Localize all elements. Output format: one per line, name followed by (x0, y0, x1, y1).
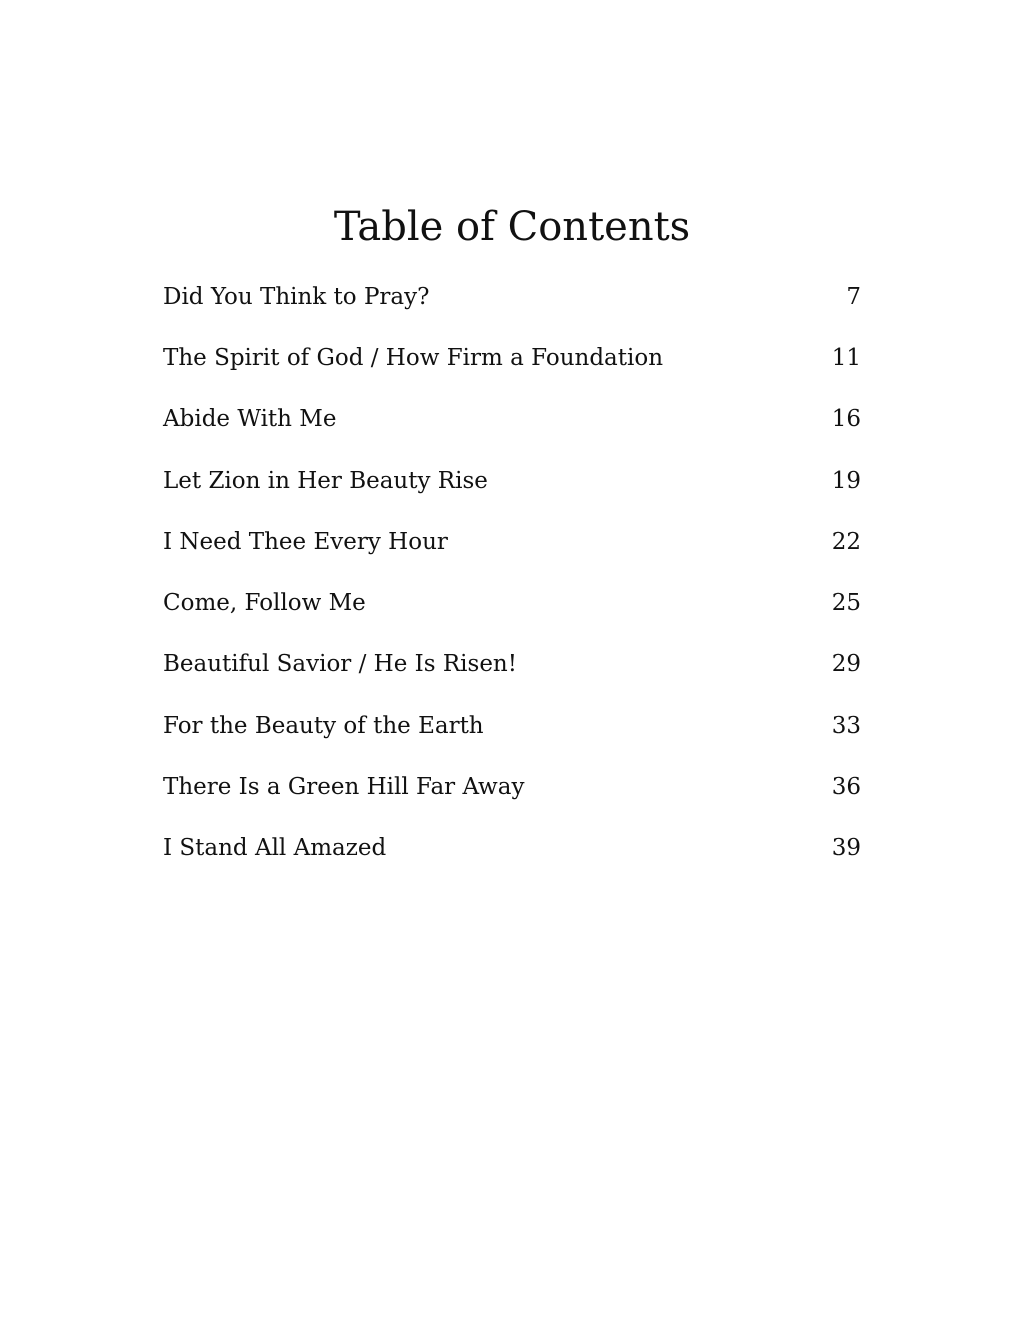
toc-entry-title: Come, Follow Me (163, 590, 366, 617)
toc-entry-title: The Spirit of God / How Firm a Foundation (163, 344, 664, 371)
toc-entry-title: I Stand All Amazed (163, 835, 387, 862)
toc-entry (163, 572, 861, 633)
toc-entry-title: There Is a Green Hill Far Away (163, 774, 525, 801)
toc-entry-page-number: 39 (831, 835, 861, 862)
toc-entry-page-number: 36 (831, 774, 861, 801)
toc-entry (163, 818, 861, 879)
toc-entry-page-number: 11 (831, 344, 861, 371)
toc-entry-page-number: 22 (831, 528, 861, 555)
toc-entry (163, 756, 861, 817)
toc-entry (163, 634, 861, 695)
toc-entry-page-number: 33 (831, 712, 861, 739)
toc-entry-page-number: 29 (831, 651, 861, 678)
toc-entry-title: Abide With Me (163, 406, 337, 433)
page-title: Table of Contents (333, 204, 691, 250)
toc-entry (163, 450, 861, 511)
toc-entry-title: Beautiful Savior / He Is Risen! (163, 651, 517, 678)
toc-entry (163, 327, 861, 388)
table-of-contents (163, 266, 861, 879)
toc-entry-page-number: 25 (831, 590, 861, 617)
toc-entry-title: Did You Think to Pray? (163, 283, 430, 310)
toc-entry-page-number: 16 (831, 406, 861, 433)
toc-entry (163, 695, 861, 756)
toc-entry-page-number: 19 (831, 467, 861, 494)
toc-entry-title: For the Beauty of the Earth (163, 712, 484, 739)
toc-entry-title: Let Zion in Her Beauty Rise (163, 467, 488, 494)
toc-entry (163, 389, 861, 450)
toc-entry-title: I Need Thee Every Hour (163, 528, 448, 555)
toc-entry-page-number: 7 (846, 283, 861, 310)
toc-entry (163, 511, 861, 572)
toc-entry (163, 266, 861, 327)
